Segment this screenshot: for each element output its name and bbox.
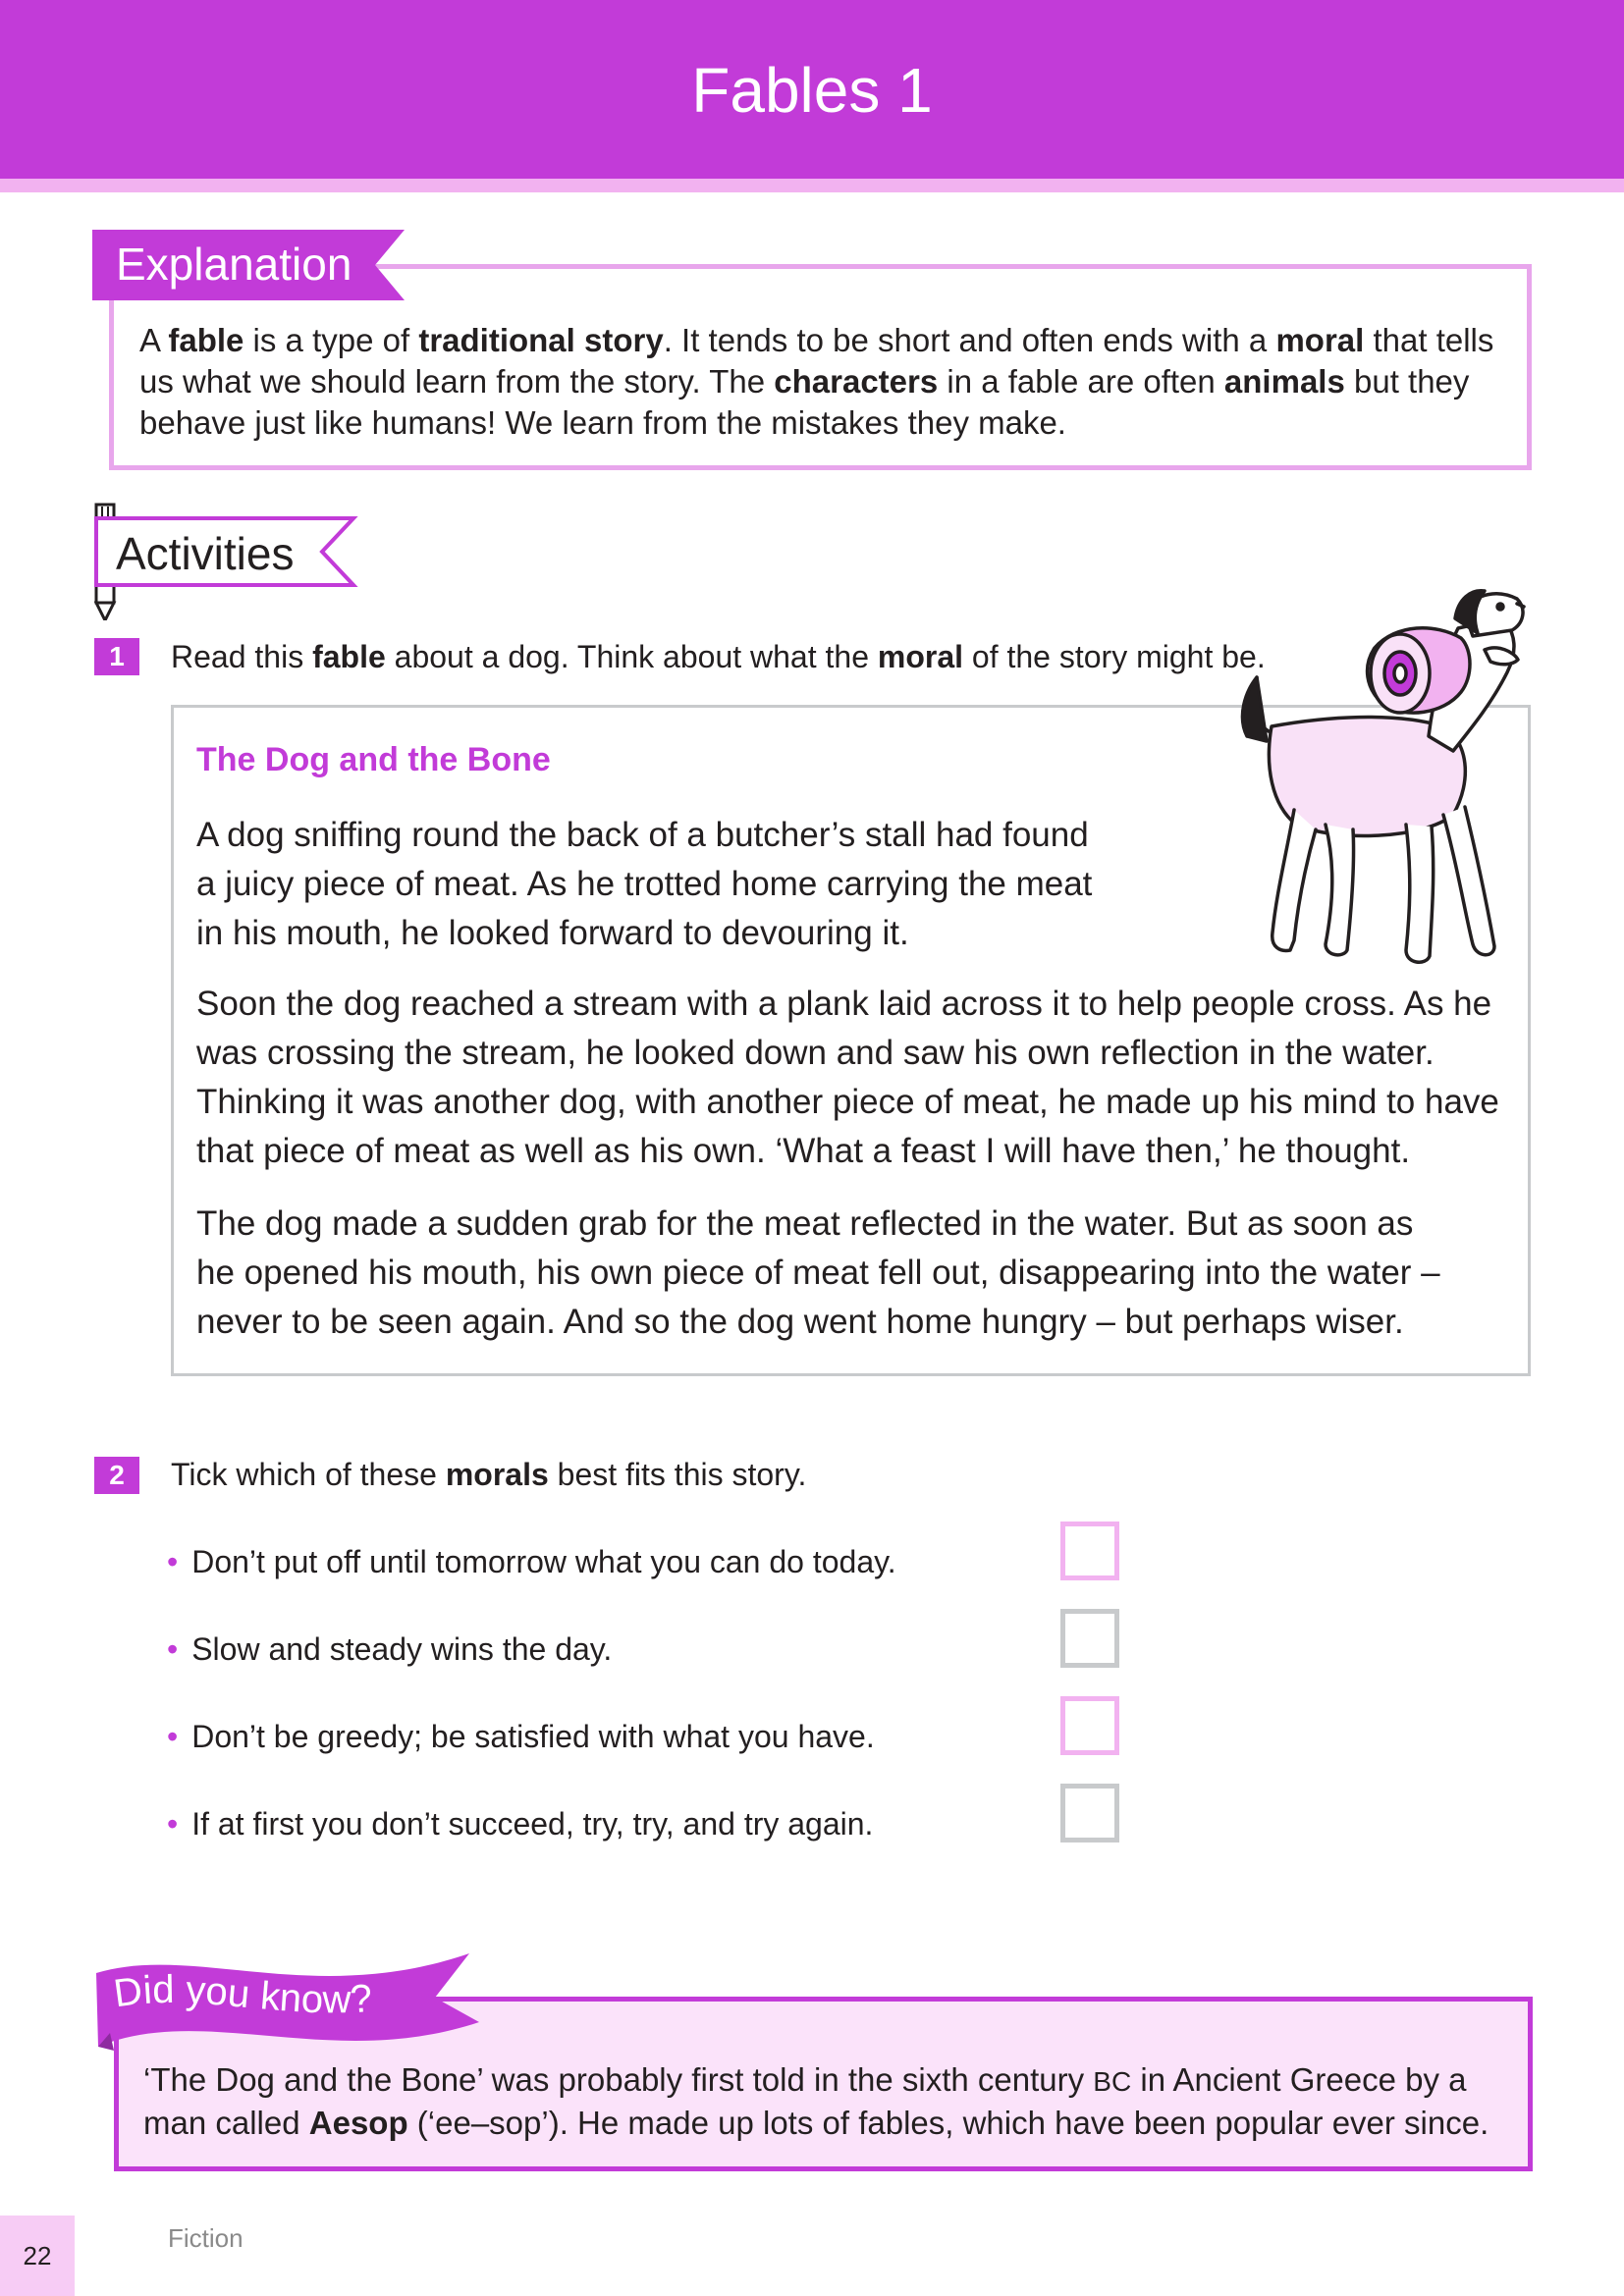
moral-option-3: • Don’t be greedy; be satisfied with what you have. — [167, 1719, 875, 1754]
bullet-icon: • — [167, 1719, 179, 1754]
story-title: The Dog and the Bone — [196, 741, 551, 778]
story-paragraph-3 — [196, 1200, 1440, 1347]
page-title: Fables 1 — [691, 55, 933, 126]
title-banner-strip — [0, 179, 1624, 192]
explanation-text: A fable is a type of traditional story. It tends to be short and often ends with a moral that tells us what we should learn from the story. The characters in a fable are often animals but they behave just like humans! We learn from the mistakes they make. — [139, 322, 1494, 441]
story-line: was crossing the stream, he looked down and saw his own reflection in the water. — [196, 1034, 1435, 1072]
story-line: Soon the dog reached a stream with a plank laid across it to help people cross. As he — [196, 985, 1492, 1023]
tick-box-4[interactable] — [1060, 1784, 1119, 1842]
did-you-know-label: Did you know? — [111, 1967, 374, 2022]
story-line: in his mouth, he looked forward to devouring it. — [196, 914, 909, 952]
did-you-know-banner — [86, 1949, 499, 2056]
question-1-text: Read this fable about a dog. Think about what the moral of the story might be. — [171, 639, 1266, 674]
bullet-icon: • — [167, 1806, 179, 1842]
bullet-icon: • — [167, 1544, 179, 1579]
story-line: Thinking it was another dog, with another piece of meat, he made up his mind to have — [196, 1083, 1499, 1121]
story-paragraph-1 — [196, 811, 1092, 958]
moral-option-2: • Slow and steady wins the day. — [167, 1631, 613, 1667]
page-number: 22 — [23, 2241, 52, 2270]
story-line: a juicy piece of meat. As he trotted home carrying the meat — [196, 865, 1093, 903]
did-you-know-text: ‘The Dog and the Bone’ was probably first told in the sixth century BC in Ancient Greece by a man called Aesop (‘ee–sop’). He made up lots of fables, which have been popular ever since. — [143, 2061, 1489, 2141]
section-label: Fiction — [168, 2223, 244, 2253]
dog-with-bone-illustration — [1178, 579, 1532, 982]
tick-box-1[interactable] — [1060, 1522, 1119, 1580]
question-number-1: 1 — [94, 638, 139, 675]
explanation-label: Explanation — [116, 239, 352, 290]
tick-box-3[interactable] — [1060, 1696, 1119, 1755]
moral-option-4: • If at first you don’t succeed, try, try, and try again. — [167, 1806, 874, 1842]
story-line: he opened his mouth, his own piece of meat fell out, disappearing into the water – — [196, 1254, 1440, 1292]
activities-label: Activities — [116, 528, 295, 579]
story-line: never to be seen again. And so the dog went home hungry – but perhaps wiser. — [196, 1303, 1404, 1341]
story-line: that piece of meat as well as his own. ‘What a feast I will have then,’ he thought. — [196, 1132, 1411, 1170]
story-paragraph-2 — [196, 980, 1499, 1176]
bullet-icon: • — [167, 1631, 179, 1667]
question-number-2: 2 — [94, 1457, 139, 1494]
tick-box-2[interactable] — [1060, 1609, 1119, 1668]
question-2-text: Tick which of these morals best fits this story. — [171, 1457, 807, 1492]
story-line: A dog sniffing round the back of a butcher’s stall had found — [196, 816, 1089, 854]
moral-option-1: • Don’t put off until tomorrow what you can do today. — [167, 1544, 896, 1579]
story-line: The dog made a sudden grab for the meat reflected in the water. But as soon as — [196, 1204, 1414, 1243]
